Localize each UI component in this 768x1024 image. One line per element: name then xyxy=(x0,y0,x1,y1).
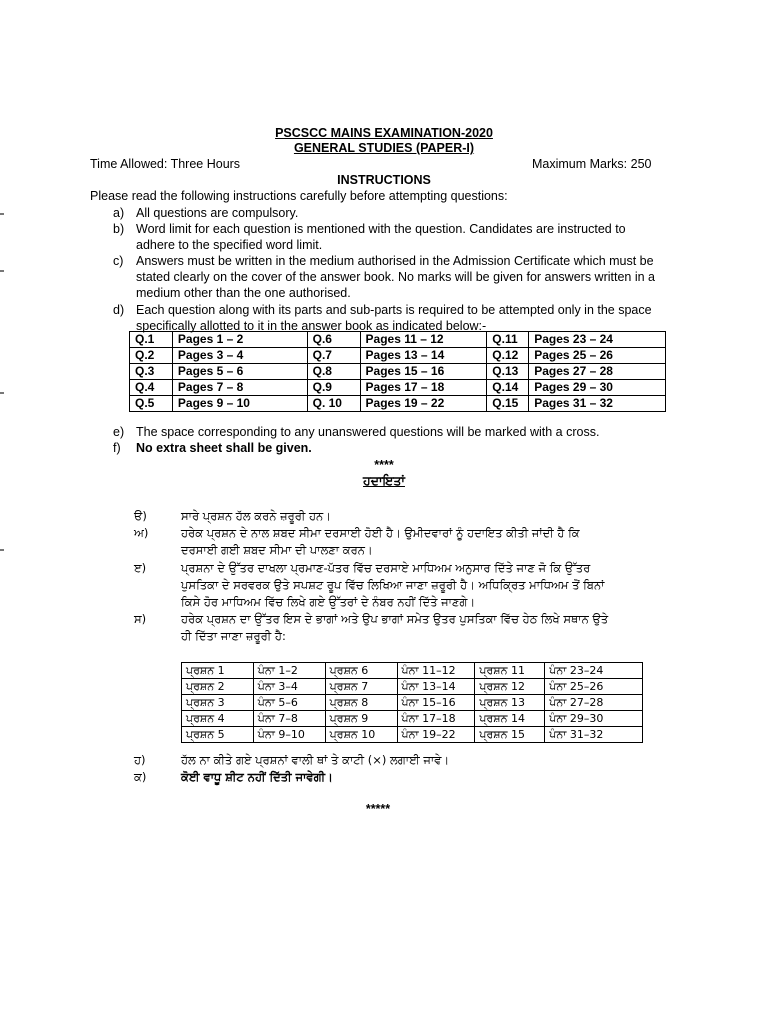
pages-cell: Pages 7 – 8 xyxy=(172,380,307,396)
table-row xyxy=(182,727,643,743)
instruction-line: ਹਰੇਕ ਪ੍ਰਸ਼ਨ ਦਾ ਉੱਤਰ ਇਸ ਦੇ ਭਾਗਾਂ ਅਤੇ ਉਪ ਭਾਗਾਂ ਸਮੇਤ ਉਤਰ ਪੁਸਤਿਕਾ ਵਿੱਚ ਹੇਠ ਲਿਖੇ ਸਥਾਨ ਉਤੇ xyxy=(181,612,609,626)
question-cell: ਪ੍ਰਸ਼ਨ 12 xyxy=(475,679,545,695)
question-cell: ਪ੍ਰਸ਼ਨ 7 xyxy=(325,679,397,695)
item-marker: ੳ) xyxy=(134,509,147,523)
pages-cell: ਪੰਨਾ 1–2 xyxy=(253,663,325,679)
pages-cell: ਪੰਨਾ 23–24 xyxy=(545,663,643,679)
question-cell: Q.14 xyxy=(487,380,529,396)
question-cell: ਪ੍ਰਸ਼ਨ 9 xyxy=(325,711,397,727)
time-allowed: Time Allowed: Three Hours xyxy=(90,157,241,171)
question-cell: ਪ੍ਰਸ਼ਨ 5 xyxy=(182,727,254,743)
question-cell: Q.1 xyxy=(130,332,173,348)
question-cell: Q.13 xyxy=(487,364,529,380)
pages-cell: ਪੰਨਾ 7–8 xyxy=(253,711,325,727)
instruction-line: ਹੱਲ ਨਾ ਕੀਤੇ ਗਏ ਪ੍ਰਸ਼ਨਾਂ ਵਾਲੀ ਥਾਂ ਤੇ ਕਾਟੀ (×) ਲਗਾਈ ਜਾਵੇ। xyxy=(181,753,450,767)
punjabi-heading: ਹਦਾਇਤਾਂ xyxy=(363,473,405,488)
question-cell: ਪ੍ਰਸ਼ਨ 6 xyxy=(325,663,397,679)
question-cell: Q.15 xyxy=(487,396,529,412)
pages-cell: ਪੰਨਾ 9–10 xyxy=(253,727,325,743)
question-cell: ਪ੍ਰਸ਼ਨ 3 xyxy=(182,695,254,711)
question-cell: Q.6 xyxy=(307,332,360,348)
instruction-line: All questions are compulsory. xyxy=(136,206,299,220)
question-cell: Q.2 xyxy=(130,348,173,364)
instruction-line: ਹੀ ਦਿੱਤਾ ਜਾਣਾ ਜ਼ਰੂਰੀ ਹੈ: xyxy=(181,629,286,643)
item-marker: ੲ) xyxy=(134,561,147,575)
item-marker: ਸ) xyxy=(134,612,147,626)
item-marker: e) xyxy=(113,425,125,439)
instruction-line: ਦਰਸਾਈ ਗਈ ਸ਼ਬਦ ਸੀਮਾ ਦੀ ਪਾਲਣਾ ਕਰਨ। xyxy=(181,543,373,557)
pages-cell: Pages 11 – 12 xyxy=(360,332,487,348)
scan-edge-mark xyxy=(0,213,4,215)
scan-edge-mark xyxy=(0,549,4,551)
punjabi-page-table xyxy=(181,662,643,743)
pages-cell: Pages 15 – 16 xyxy=(360,364,487,380)
question-cell: Q.3 xyxy=(130,364,173,380)
question-cell: ਪ੍ਰਸ਼ਨ 2 xyxy=(182,679,254,695)
section-separator: ***** xyxy=(365,802,391,816)
table-row xyxy=(182,679,643,695)
pages-cell: ਪੰਨਾ 3–4 xyxy=(253,679,325,695)
instruction-line: ਹਰੇਕ ਪ੍ਰਸ਼ਨ ਦੇ ਨਾਲ ਸ਼ਬਦ ਸੀਮਾ ਦਰਸਾਈ ਹੋਈ ਹੈ। ਉਮੀਦਵਾਰਾਂ ਨੂੰ ਹਦਾਇਤ ਕੀਤੀ ਜਾਂਦੀ ਹੈ ਕਿ xyxy=(181,526,580,540)
pages-cell: Pages 9 – 10 xyxy=(172,396,307,412)
table-row xyxy=(182,695,643,711)
question-cell: Q.12 xyxy=(487,348,529,364)
pages-cell: Pages 23 – 24 xyxy=(529,332,666,348)
question-cell: Q.7 xyxy=(307,348,360,364)
instructions-heading: INSTRUCTIONS xyxy=(337,173,431,187)
table-row xyxy=(130,396,666,412)
maximum-marks: Maximum Marks: 250 xyxy=(532,157,652,171)
pages-cell: ਪੰਨਾ 19–22 xyxy=(397,727,475,743)
question-cell: ਪ੍ਰਸ਼ਨ 8 xyxy=(325,695,397,711)
table-row xyxy=(130,380,666,396)
item-marker: c) xyxy=(113,254,124,268)
pages-cell: ਪੰਨਾ 17–18 xyxy=(397,711,475,727)
question-cell: ਪ੍ਰਸ਼ਨ 1 xyxy=(182,663,254,679)
scan-edge-mark xyxy=(0,270,4,272)
instruction-line: medium other than the one authorised. xyxy=(136,286,351,300)
paper-title: GENERAL STUDIES (PAPER-I) xyxy=(293,141,475,155)
pages-cell: ਪੰਨਾ 11–12 xyxy=(397,663,475,679)
item-marker: d) xyxy=(113,303,125,317)
question-cell: Q.8 xyxy=(307,364,360,380)
pages-cell: ਪੰਨਾ 15–16 xyxy=(397,695,475,711)
section-separator: **** xyxy=(374,458,394,472)
pages-cell: Pages 13 – 14 xyxy=(360,348,487,364)
item-marker: ਹ) xyxy=(134,753,146,767)
item-marker: ਅ) xyxy=(134,526,149,540)
question-cell: Q. 10 xyxy=(307,396,360,412)
question-cell: Q.5 xyxy=(130,396,173,412)
instruction-line: Each question along with its parts and sub-parts is required to be attempted only in the space xyxy=(136,303,652,317)
question-cell: ਪ੍ਰਸ਼ਨ 4 xyxy=(182,711,254,727)
item-marker: ਕ) xyxy=(134,770,147,784)
instruction-line: Answers must be written in the medium authorised in the Admission Certificate which must be xyxy=(136,254,654,268)
item-marker: b) xyxy=(113,222,125,236)
instruction-line: stated clearly on the cover of the answer book. No marks will be given for answers written in a xyxy=(136,270,655,284)
instructions-intro: Please read the following instructions carefully before attempting questions: xyxy=(90,189,508,203)
instruction-line: ਪ੍ਰਸ਼ਨਾ ਦੇ ਉੱਤਰ ਦਾਖਲਾ ਪ੍ਰਮਾਣ-ਪੱਤਰ ਵਿੱਚ ਦਰਸਾਏ ਮਾਧਿਅਮ ਅਨੁਸਾਰ ਦਿੱਤੇ ਜਾਣ ਜੋ ਕਿ ਉੱਤਰ xyxy=(181,561,591,575)
question-cell: Q.4 xyxy=(130,380,173,396)
question-cell: ਪ੍ਰਸ਼ਨ 11 xyxy=(475,663,545,679)
item-marker: f) xyxy=(113,441,121,455)
pages-cell: ਪੰਨਾ 31–32 xyxy=(545,727,643,743)
item-marker: a) xyxy=(113,206,125,220)
instruction-line: ਕੋਈ ਵਾਧੂ ਸ਼ੀਟ ਨਹੀਂ ਦਿੱਤੀ ਜਾਵੇਗੀ। xyxy=(181,770,333,784)
english-page-table xyxy=(129,331,666,412)
table-row xyxy=(130,364,666,380)
pages-cell: Pages 31 – 32 xyxy=(529,396,666,412)
instruction-line: ਸਾਰੇ ਪ੍ਰਸ਼ਨ ਹੱਲ ਕਰਨੇ ਜ਼ਰੂਰੀ ਹਨ। xyxy=(181,509,331,523)
pages-cell: Pages 3 – 4 xyxy=(172,348,307,364)
instruction-line: No extra sheet shall be given. xyxy=(136,441,312,455)
table-row xyxy=(130,332,666,348)
pages-cell: Pages 27 – 28 xyxy=(529,364,666,380)
question-cell: ਪ੍ਰਸ਼ਨ 15 xyxy=(475,727,545,743)
pages-cell: ਪੰਨਾ 25–26 xyxy=(545,679,643,695)
question-cell: ਪ੍ਰਸ਼ਨ 10 xyxy=(325,727,397,743)
pages-cell: Pages 25 – 26 xyxy=(529,348,666,364)
table-row xyxy=(130,348,666,364)
pages-cell: Pages 5 – 6 xyxy=(172,364,307,380)
pages-cell: Pages 17 – 18 xyxy=(360,380,487,396)
instruction-line: Word limit for each question is mentioned with the question. Candidates are instructed to xyxy=(136,222,626,236)
pages-cell: ਪੰਨਾ 5–6 xyxy=(253,695,325,711)
scan-edge-mark xyxy=(0,392,4,394)
pages-cell: ਪੰਨਾ 27–28 xyxy=(545,695,643,711)
pages-cell: Pages 1 – 2 xyxy=(172,332,307,348)
question-cell: ਪ੍ਰਸ਼ਨ 14 xyxy=(475,711,545,727)
instruction-line: adhere to the specified word limit. xyxy=(136,238,323,252)
table-row xyxy=(182,663,643,679)
table-row xyxy=(182,711,643,727)
instruction-line: The space corresponding to any unanswered questions will be marked with a cross. xyxy=(136,425,600,439)
pages-cell: ਪੰਨਾ 13–14 xyxy=(397,679,475,695)
question-cell: Q.9 xyxy=(307,380,360,396)
question-cell: ਪ੍ਰਸ਼ਨ 13 xyxy=(475,695,545,711)
instruction-line: specifically allotted to it in the answer book as indicated below:- xyxy=(136,319,487,333)
pages-cell: Pages 19 – 22 xyxy=(360,396,487,412)
pages-cell: Pages 29 – 30 xyxy=(529,380,666,396)
exam-title: PSCSCC MAINS EXAMINATION-2020 xyxy=(275,126,493,140)
question-cell: Q.11 xyxy=(487,332,529,348)
instruction-line: ਪੁਸਤਿਕਾ ਦੇ ਸਰਵਰਕ ਉਤੇ ਸਪਸ਼ਟ ਰੂਪ ਵਿੱਚ ਲਿਖਿਆ ਜਾਣਾ ਜ਼ਰੂਰੀ ਹੈ। ਅਧਿਕ੍ਰਿਤ ਮਾਧਿਅਮ ਤੋਂ ਬਿਨਾਂ xyxy=(181,578,605,592)
instruction-line: ਕਿਸੇ ਹੋਰ ਮਾਧਿਅਮ ਵਿੱਚ ਲਿਖੇ ਗਏ ਉੱਤਰਾਂ ਦੇ ਨੰਬਰ ਨਹੀਂ ਦਿੱਤੇ ਜਾਣਗੇ। xyxy=(181,595,476,609)
pages-cell: ਪੰਨਾ 29–30 xyxy=(545,711,643,727)
